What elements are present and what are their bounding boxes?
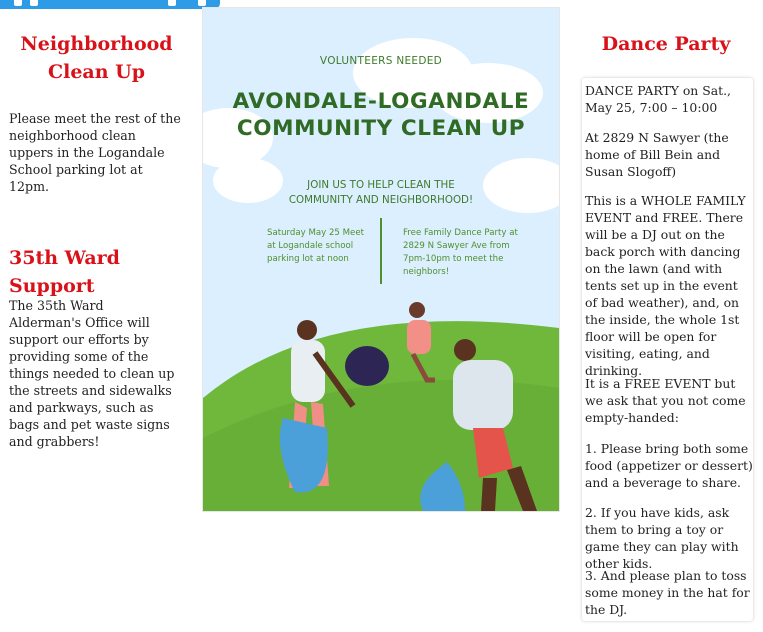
- editor-toolbar[interactable]: [0, 0, 220, 9]
- dance-party-text-box[interactable]: [582, 78, 753, 621]
- dance-paragraph-kids: 2. If you have kids, ask them to bring a toy or game they can play with other kids.: [585, 505, 739, 571]
- poster-title-line2: COMMUNITY CLEAN UP: [236, 116, 526, 141]
- dance-paragraph-family-event: This is a WHOLE FAMILY EVENT and FREE. There will be a DJ out on the back porch with dancing on the lawn (and with tents set up in the event of bad weather), and, on the inside, the whole 1st floor will be open for visiting, eating, and drinking.: [585, 193, 746, 378]
- cleanup-poster-image[interactable]: [202, 7, 560, 512]
- ward-heading: 35th Ward Support: [9, 247, 120, 297]
- poster-party-details: Free Family Dance Party at 2829 N Sawyer Ave from 7pm-10pm to meet the neighbors!: [403, 228, 518, 277]
- dance-paragraph-food: 1. Please bring both some food (appetizer or dessert) and a beverage to share.: [585, 441, 753, 490]
- poster-title: [203, 88, 559, 142]
- neighborhood-heading: [9, 30, 184, 86]
- poster-join-text: [203, 178, 559, 208]
- poster-divider: [380, 218, 382, 284]
- copy-icon[interactable]: [168, 0, 176, 6]
- grid-icon[interactable]: [14, 0, 22, 6]
- neighborhood-text: Please meet the rest of the neighborhood clean uppers in the Logandale School parking lot at 12pm.: [9, 111, 181, 194]
- dance-paragraph-location: At 2829 N Sawyer (the home of Bill Bein and Susan Slogoff): [585, 130, 729, 179]
- dance-party-heading: Dance Party: [601, 33, 731, 55]
- poster-meeting-details: Saturday May 25 Meet at Logandale school parking lot at noon: [267, 228, 364, 264]
- poster-title-line1: AVONDALE-LOGANDALE: [232, 89, 530, 114]
- layout-icon[interactable]: [30, 0, 38, 6]
- neighborhood-heading-line2: Clean Up: [47, 61, 146, 83]
- delete-icon[interactable]: [198, 0, 206, 6]
- poster-join-line1: JOIN US TO HELP CLEAN THE: [307, 179, 455, 191]
- neighborhood-heading-line1: Neighborhood: [20, 33, 173, 55]
- dance-paragraph-dj: 3. And please plan to toss some money in the hat for the DJ.: [585, 568, 750, 617]
- dance-paragraph-free-event: It is a FREE EVENT but we ask that you not come empty-handed:: [585, 376, 746, 425]
- poster-join-line2: COMMUNITY AND NEIGHBORHOOD!: [288, 194, 474, 206]
- dance-paragraph-date: DANCE PARTY on Sat., May 25, 7:00 – 10:00: [585, 83, 731, 115]
- ward-text: The 35th Ward Alderman's Office will support our efforts by providing some of the things needed to clean up the streets and sidewalks and parkways, such as bags and pet waste signs and grabbers!: [9, 298, 175, 449]
- poster-kicker: VOLUNTEERS NEEDED: [319, 55, 443, 67]
